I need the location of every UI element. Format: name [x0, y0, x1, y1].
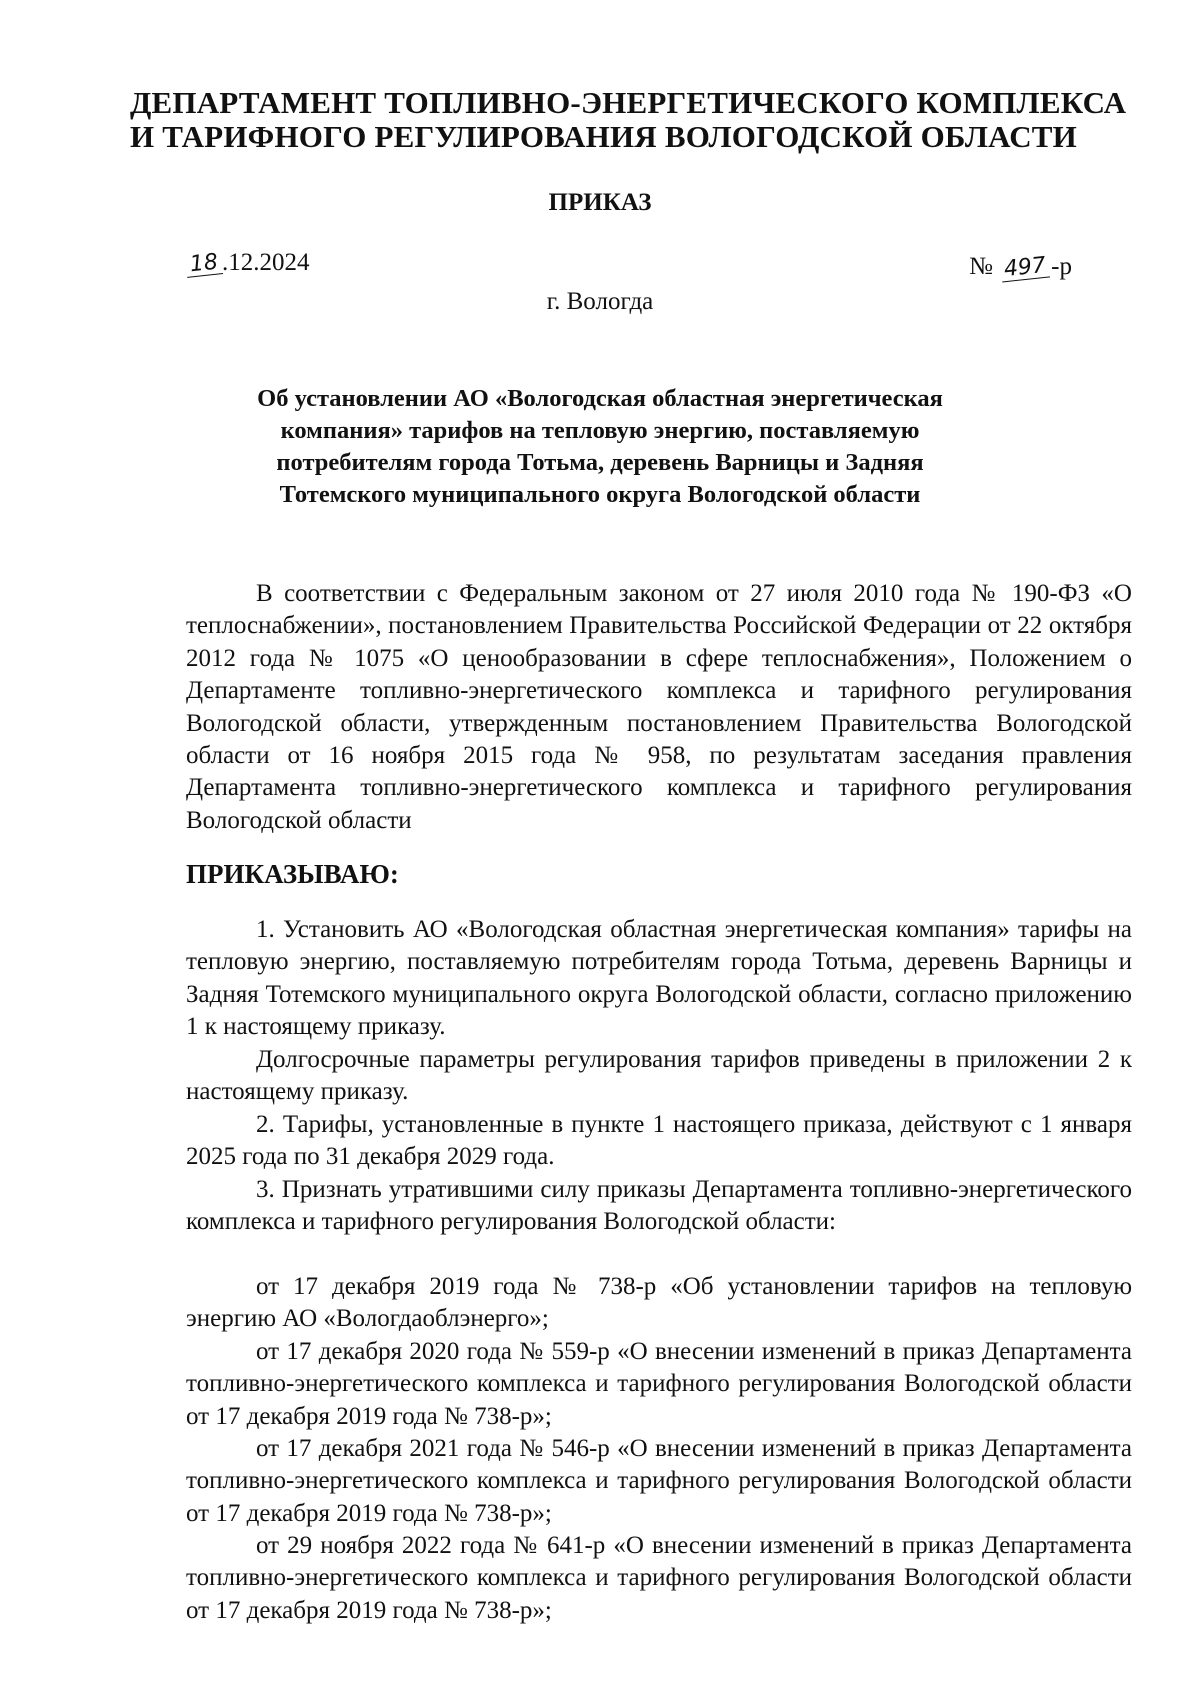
handwritten-number: 497 — [1000, 255, 1050, 283]
repealed-order-4: от 29 ноября 2022 года № 641-р «О внесении изменений в приказ Департамента топливно-энергетического комплекса и тарифного регулирования Вологодской области от 17 декабря 2019 года № 738-р»; — [186, 1532, 1132, 1624]
ordering-word: ПРИКАЗЫВАЮ: — [186, 859, 399, 889]
order-number — [969, 252, 1072, 282]
subject-line-3: потребителям города Тотьма, деревень Варницы и Задняя — [276, 449, 924, 476]
department-name-line-1: ДЕПАРТАМЕНТ ТОПЛИВНО-ЭНЕРГЕТИЧЕСКОГО КОМПЛЕКСА — [130, 85, 1127, 120]
subject-line-4: Тотемского муниципального округа Вологодской области — [279, 481, 921, 508]
preamble-paragraph: В соответствии с Федеральным законом от 27 июля 2010 года № 190-ФЗ «О теплоснабжении», постановлением Правительства Российской Федерации от 22 октября 2012 года № 1075 «О ценообразовании в сфере теплоснабжения», Положением о Департаменте топливно-энергетического комплекса и тарифного регулирования Вологодской области, утвержденным постановлением Правительства Вологодской области от 16 ноября 2015 года № 958, по результатам заседания правления Департамента топливно-энергетического комплекса и тарифного регулирования Вологодской области — [186, 580, 1132, 834]
date-month-year: .12.2024 — [222, 249, 310, 276]
repealed-order-3: от 17 декабря 2021 года № 546-р «О внесении изменений в приказ Департамента топливно-энергетического комплекса и тарифного регулирования Вологодской области от 17 декабря 2019 года № 738-р»; — [186, 1435, 1132, 1527]
subject-line-2: компания» тарифов на тепловую энергию, поставляемую — [280, 417, 920, 444]
repealed-order-2: от 17 декабря 2020 года № 559-р «О внесении изменений в приказ Департамента топливно-энергетического комплекса и тарифного регулирования Вологодской области от 17 декабря 2019 года № 738-р»; — [186, 1338, 1132, 1430]
order-date — [186, 248, 310, 278]
item-1-paragraph: 1. Установить АО «Вологодская областная энергетическая компания» тарифы на тепловую энергию, поставляемую потребителям города Тотьма, деревень Варницы и Задняя Тотемского муниципального округа Вологодской области, согласно приложению 1 к настоящему приказу. — [186, 916, 1132, 1041]
handwritten-day: 18 — [185, 251, 223, 278]
item-3-paragraph: 3. Признать утратившими силу приказы Департамента топливно-энергетического комплекса и тарифного регулирования Вологодской области: — [186, 1176, 1132, 1236]
repealed-order-1: от 17 декабря 2019 года № 738-р «Об установлении тарифов на тепловую энергию АО «Вологдаоблэнерго»; — [186, 1273, 1132, 1333]
order-subject — [200, 383, 1000, 511]
item-1-note-paragraph: Долгосрочные параметры регулирования тарифов приведены в приложении 2 к настоящему приказу. — [186, 1046, 1132, 1106]
number-suffix: -р — [1051, 253, 1072, 280]
item-2-paragraph: 2. Тарифы, установленные в пункте 1 настоящего приказа, действуют с 1 января 2025 года по 31 декабря 2029 года. — [186, 1111, 1132, 1171]
department-name-line-2: И ТАРИФНОГО РЕГУЛИРОВАНИЯ ВОЛОГОДСКОЙ ОБЛАСТИ — [130, 119, 1077, 154]
number-sign: № — [969, 253, 993, 280]
subject-line-1: Об установлении АО «Вологодская областная энергетическая — [257, 385, 943, 412]
order-title: ПРИКАЗ — [548, 189, 652, 216]
city: г. Вологда — [546, 288, 654, 315]
department-name — [130, 85, 1127, 154]
